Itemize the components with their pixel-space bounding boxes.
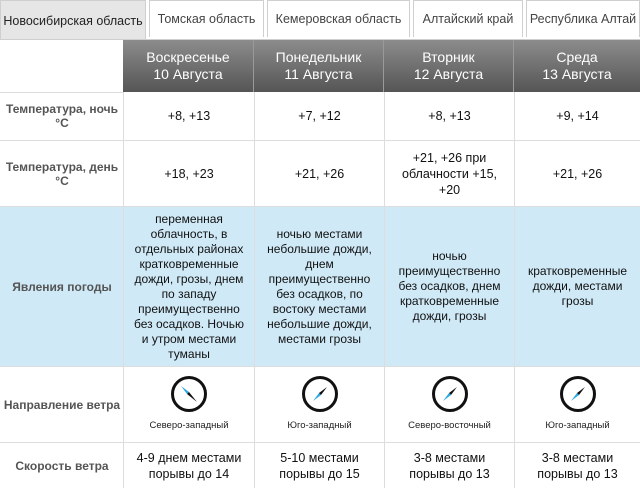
night-temp-cell: +7, +12 — [254, 92, 384, 141]
tab-tomsk[interactable] — [149, 0, 264, 37]
wind-direction-label: Северо-западный — [149, 419, 229, 431]
row-label-wind-direction — [0, 367, 123, 443]
day-temp-cell: +18, +23 — [123, 141, 254, 207]
row-label-text: Температура, ночь °С — [5, 102, 119, 130]
tab-novosibirsk[interactable] — [0, 0, 146, 40]
day-header — [254, 40, 384, 92]
header-corner — [0, 40, 123, 93]
day-temp-cell: +21, +26 — [254, 141, 384, 207]
day-temp-cell: +21, +26 — [514, 141, 640, 207]
tab-label: Томская область — [157, 12, 256, 26]
wind-direction-label: Юго-западный — [287, 419, 352, 431]
day-header — [123, 40, 254, 92]
wind-direction-cell — [514, 367, 640, 443]
night-temp-cell: +8, +13 — [384, 92, 514, 141]
night-temp-cell: +9, +14 — [514, 92, 640, 141]
wind-speed-cell: 4-9 днем местами порывы до 14 — [123, 443, 254, 488]
weather-cell: переменная облачность, в отдельных районах кратковременные дожди, грозы, днем по западу преимущественно без осадков. Ночью и утром местами туманы — [123, 207, 254, 367]
row-label-weather — [0, 207, 123, 367]
row-label-day-temp — [0, 141, 123, 207]
day-weekday: Среда — [556, 49, 598, 65]
tab-label: Новосибирская область — [3, 13, 143, 28]
compass-northeast-icon — [432, 376, 468, 412]
row-label-text: Температура, день °С — [5, 159, 119, 188]
compass-southwest-icon — [302, 376, 338, 412]
tab-label: Республика Алтай — [529, 12, 637, 26]
row-label-text: Явления погоды — [12, 279, 112, 294]
wind-speed-cell: 5-10 местами порывы до 15 — [254, 443, 384, 488]
weather-cell: ночью преимущественно без осадков, днем кратковременные дожди, грозы — [384, 207, 514, 367]
weather-cell: кратковременные дожди, местами грозы — [514, 207, 640, 367]
night-temp-cell: +8, +13 — [123, 92, 254, 141]
region-tabs — [0, 0, 640, 40]
row-label-text: Направление ветра — [3, 397, 121, 412]
day-date: 11 Августа — [284, 66, 353, 82]
day-weekday: Вторник — [422, 49, 475, 65]
weather-cell: ночью местами небольшие дожди, днем преимущественно без осадков, по востоку местами небольшие дожди, местами грозы — [254, 207, 384, 367]
row-label-night-temp — [0, 92, 123, 141]
wind-speed-cell: 3-8 местами порывы до 13 — [514, 443, 640, 488]
wind-direction-cell — [123, 367, 254, 443]
compass-southwest-icon — [560, 376, 596, 412]
row-label-wind-speed — [0, 443, 123, 488]
wind-direction-label: Северо-восточный — [408, 419, 491, 431]
day-date: 12 Августа — [413, 66, 484, 82]
tab-label: Алтайский край — [422, 12, 514, 26]
wind-direction-label: Юго-западный — [545, 419, 610, 431]
day-temp-cell: +21, +26 при облачности +15, +20 — [384, 141, 514, 207]
tab-kemerovo[interactable] — [267, 0, 410, 37]
row-label-text: Скорость ветра — [15, 458, 109, 473]
wind-direction-cell — [384, 367, 514, 443]
day-weekday: Понедельник — [275, 49, 362, 65]
tab-altai-krai[interactable] — [413, 0, 523, 37]
tab-label: Кемеровская область — [275, 12, 402, 26]
wind-direction-cell — [254, 367, 384, 443]
day-date: 10 Августа — [153, 66, 223, 82]
wind-speed-cell: 3-8 местами порывы до 13 — [384, 443, 514, 488]
day-date: 13 Августа — [542, 66, 612, 82]
day-header — [514, 40, 640, 92]
compass-northwest-icon — [171, 376, 207, 412]
day-header — [384, 40, 514, 92]
tab-altai-republic[interactable] — [526, 0, 640, 37]
day-weekday: Воскресенье — [146, 49, 230, 65]
